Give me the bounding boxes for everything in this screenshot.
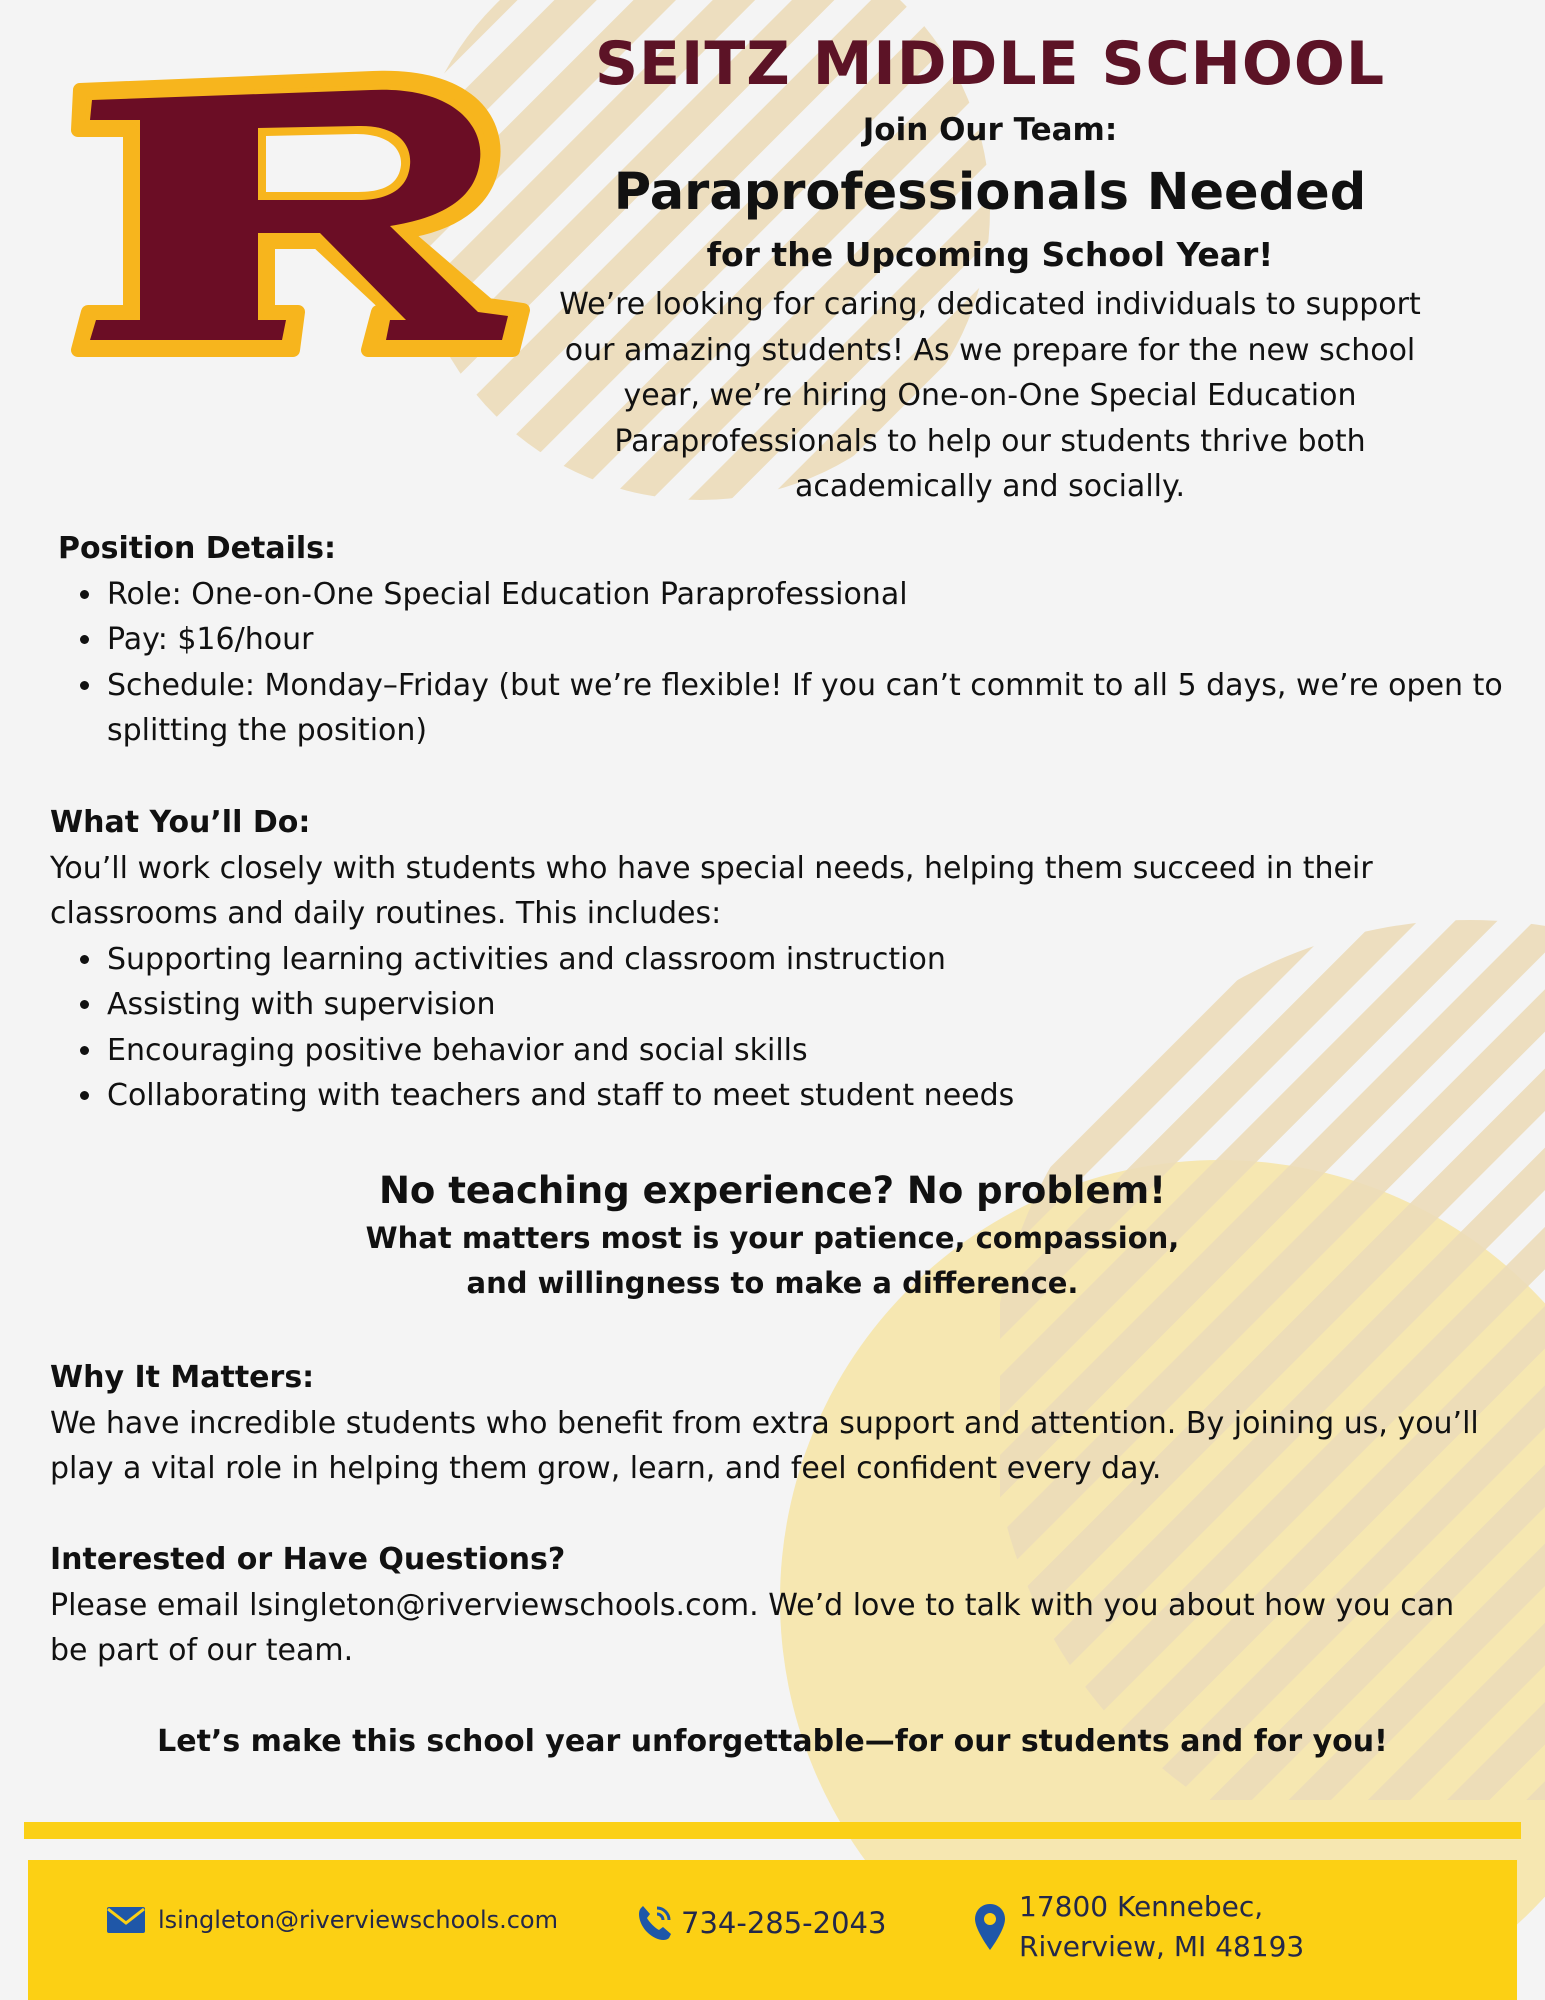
callout-headline: No teaching experience? No problem!: [378, 1169, 1167, 1212]
footer-address-line-1: 17800 Kennebec,: [1019, 1890, 1264, 1923]
list-item: • Assisting with supervision: [105, 982, 1500, 1028]
callout-line-1: What matters most is your patience, compassion,: [365, 1221, 1180, 1255]
list-item: • Collaborating with teachers and staff to meet student needs: [105, 1073, 1500, 1119]
footer-email[interactable]: [106, 1905, 558, 1935]
letter-r-logo: [68, 50, 538, 360]
why-it-matters-title: Why It Matters:: [50, 1360, 315, 1395]
phone-icon: [633, 1902, 675, 1944]
what-youll-do-intro: You’ll work closely with students who have special needs, helping them succeed in their classrooms and daily routines. This includes:: [50, 850, 1373, 931]
header: [540, 20, 1440, 510]
footer-address[interactable]: [973, 1887, 1304, 1967]
callout-line-2: and willingness to make a difference.: [466, 1266, 1079, 1300]
school-name: SEITZ MIDDLE SCHOOL: [594, 29, 1386, 99]
list-item: • Encouraging positive behavior and social skills: [105, 1028, 1500, 1074]
list-item: • Role: One-on-One Special Education Paraprofessional: [105, 572, 1508, 618]
list-item: • Schedule: Monday–Friday (but we’re flexible! If you can’t commit to all 5 days, we’re open to splitting the position): [105, 663, 1508, 754]
list-item: • Pay: $16/hour: [105, 617, 1508, 663]
list-item: • Supporting learning activities and classroom instruction: [105, 937, 1500, 983]
why-it-matters-section: [50, 1355, 1500, 1492]
subheadline: for the Upcoming School Year!: [706, 235, 1274, 274]
footer-email-text: lsingleton@riverviewschools.com: [158, 1906, 558, 1934]
footer-address-line-2: Riverview, MI 48193: [1019, 1930, 1305, 1963]
questions-text: Please email lsingleton@riverviewschools.com. We’d love to talk with you about how you can be part of our team.: [50, 1587, 1455, 1668]
map-pin-icon: [973, 1902, 1007, 1952]
closing-line: Let’s make this school year unforgettable—for our students and for you!: [157, 1724, 1388, 1759]
what-youll-do-section: [50, 800, 1500, 1119]
envelope-icon: [106, 1905, 146, 1935]
intro-text: We’re looking for caring, dedicated individuals to support our amazing students! As we prepare for the new school year, we’re hiring One-on-One Special Education Paraprofessionals to help our students thrive both academically and socially.: [559, 287, 1421, 504]
questions-section: [50, 1537, 1500, 1674]
position-details-title: Position Details:: [58, 531, 337, 566]
join-heading: Join Our Team:: [862, 112, 1118, 148]
footer-phone-text: 734-285-2043: [681, 1906, 887, 1940]
what-youll-do-title: What You’ll Do:: [50, 805, 311, 840]
footer: [28, 1860, 1517, 2000]
why-it-matters-text: We have incredible students who benefit from extra support and attention. By joining us, you’ll play a vital role in helping them grow, learn, and feel confident every day.: [50, 1405, 1479, 1486]
footer-phone[interactable]: [633, 1902, 886, 1944]
position-details-section: [58, 526, 1508, 754]
divider: [24, 1822, 1521, 1839]
questions-title: Interested or Have Questions?: [50, 1542, 566, 1577]
callout: [0, 1166, 1545, 1306]
page-title: Paraprofessionals Needed: [613, 163, 1367, 222]
